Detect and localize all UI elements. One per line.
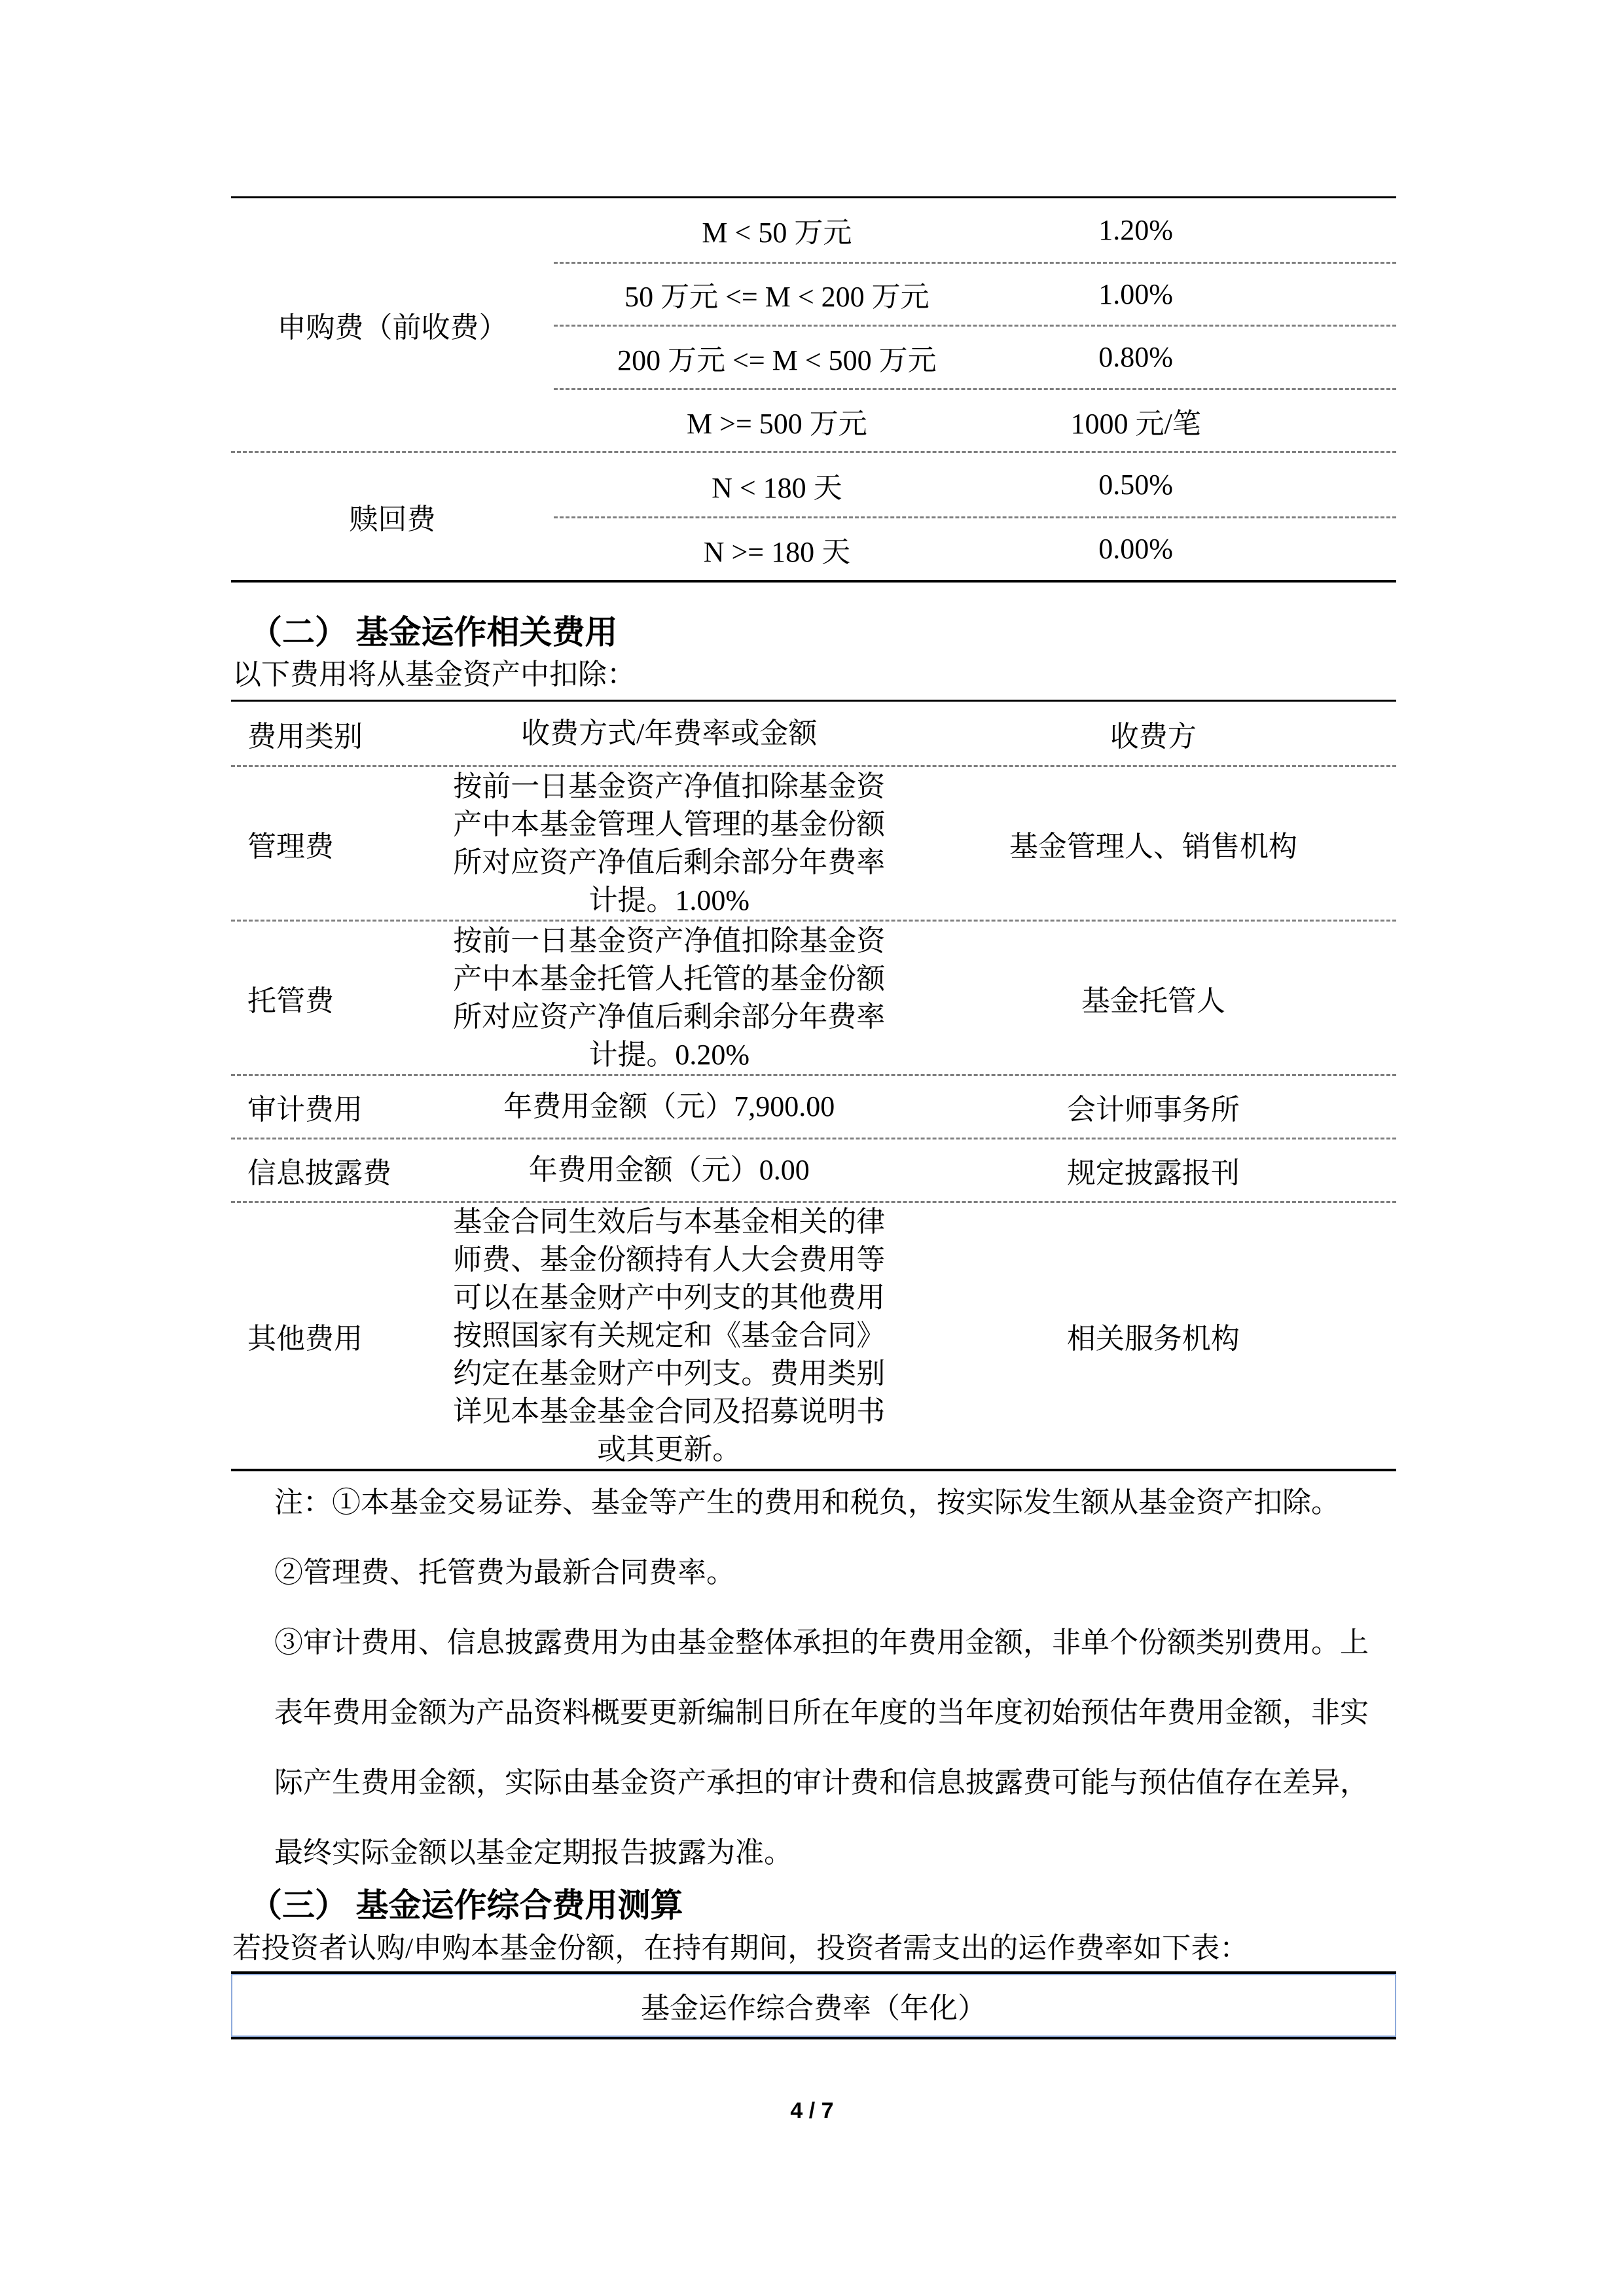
table-row-other-fee (231, 1201, 1396, 1469)
fee-tier-condition: N >= 180 天 (703, 535, 851, 568)
comprehensive-rate-header: 基金运作综合费率（年化） (231, 1974, 1396, 2037)
note-line: ②管理费、托管费为最新合同费率。 (274, 1556, 735, 1588)
fee-tier-condition: 200 万元 <= M < 500 万元 (617, 344, 937, 376)
fee-type: 其他费用 (247, 1323, 363, 1355)
section-intro-operating-fees: 以下费用将从基金资产中扣除： (232, 658, 636, 691)
table-row-custody-fee (231, 920, 1396, 1074)
fee-tier-rate: 0.00% (1098, 533, 1173, 565)
fee-tier-rate: 0.50% (1098, 469, 1173, 501)
note-line: 最终实际金额以基金定期报告披露为准。 (274, 1836, 793, 1869)
fee-tier-row (554, 453, 1396, 516)
operating-fee-table (231, 700, 1396, 1471)
fee-method: 年费用金额（元）0.00 (528, 1154, 810, 1186)
header-fee-type: 费用类别 (247, 720, 363, 753)
fee-group-label: 赎回费 (349, 503, 436, 535)
fee-group-label: 申购费（前收费） (277, 312, 508, 344)
fee-tier-condition: M < 50 万元 (702, 217, 852, 249)
table-header-row (231, 702, 1396, 765)
table-row-management-fee (231, 765, 1396, 920)
note-line: 际产生费用金额，实际由基金资产承担的审计费和信息披露费可能与预估值存在差异， (274, 1766, 1369, 1799)
fee-tier-rate: 0.80% (1098, 341, 1173, 374)
fee-type: 审计费用 (247, 1094, 363, 1126)
fee-payee: 基金管理人、销售机构 (1009, 830, 1297, 863)
page-number: 4 / 7 (790, 2098, 834, 2123)
table-row-audit-fee (231, 1074, 1396, 1138)
section-intro-comprehensive-fee: 若投资者认购/申购本基金份额，在持有期间，投资者需支出的运作费率如下表： (232, 1932, 1249, 1964)
fee-tier-rate: 1.00% (1098, 278, 1173, 310)
fee-type: 托管费 (247, 984, 334, 1017)
comprehensive-rate-table (231, 1971, 1396, 2039)
fee-payee: 基金托管人 (1081, 984, 1225, 1017)
section-heading-comprehensive-fee: （三） 基金运作综合费用测算 (249, 1887, 683, 1924)
section-heading-operating-fees: （二） 基金运作相关费用 (249, 614, 618, 651)
fee-tier-row (554, 198, 1396, 262)
fee-notes (231, 1464, 1396, 1884)
fee-method: 按前一日基金资产净值扣除基金资产中本基金托管人托管的基金份额所对应资产净值后剩余部分年费率计提。0.20% (453, 924, 886, 1071)
fee-method: 年费用金额（元）7,900.00 (503, 1090, 835, 1122)
fee-payee: 会计师事务所 (1066, 1094, 1240, 1126)
table-row-disclosure-fee (231, 1138, 1396, 1201)
fee-method: 基金合同生效后与本基金相关的律师费、基金份额持有人大会费用等可以在基金财产中列支的其他费用按照国家有关规定和《基金合同》约定在基金财产中列支。费用类别详见本基金基金合同及招募说明书或其更新。 (453, 1206, 886, 1465)
fee-type: 信息披露费 (247, 1157, 391, 1189)
fee-tier-row (554, 325, 1396, 388)
fee-tier-condition: N < 180 天 (712, 471, 842, 504)
fee-payee: 相关服务机构 (1066, 1323, 1240, 1355)
header-fee-payee: 收费方 (1110, 720, 1197, 753)
fee-tier-row (554, 388, 1396, 452)
fee-tier-row (554, 262, 1396, 325)
fee-tier-row (554, 516, 1396, 580)
fee-method: 按前一日基金资产净值扣除基金资产中本基金管理人管理的基金份额所对应资产净值后剩余部分年费率计提。1.00% (453, 770, 886, 916)
fee-type: 管理费 (247, 830, 334, 863)
fee-tier-rate: 1000 元/笔 (1070, 407, 1201, 440)
note-line: 注：①本基金交易证券、基金等产生的费用和税负，按实际发生额从基金资产扣除。 (274, 1486, 1340, 1518)
note-line: ③审计费用、信息披露费用为由基金整体承担的年费用金额，非单个份额类别费用。上 (274, 1626, 1369, 1659)
fee-tier-condition: M >= 500 万元 (687, 407, 867, 440)
subscription-fee-table (231, 196, 1396, 583)
fee-tier-condition: 50 万元 <= M < 200 万元 (624, 281, 929, 314)
redemption-fee-group (231, 451, 1396, 579)
fee-payee: 规定披露报刊 (1066, 1157, 1240, 1189)
subscription-fee-group (231, 198, 1396, 451)
note-line: 表年费用金额为产品资料概要更新编制日所在年度的当年度初始预估年费用金额，非实 (274, 1696, 1369, 1729)
fee-tier-rate: 1.20% (1098, 213, 1173, 246)
header-fee-method: 收费方式/年费率或金额 (521, 717, 818, 749)
